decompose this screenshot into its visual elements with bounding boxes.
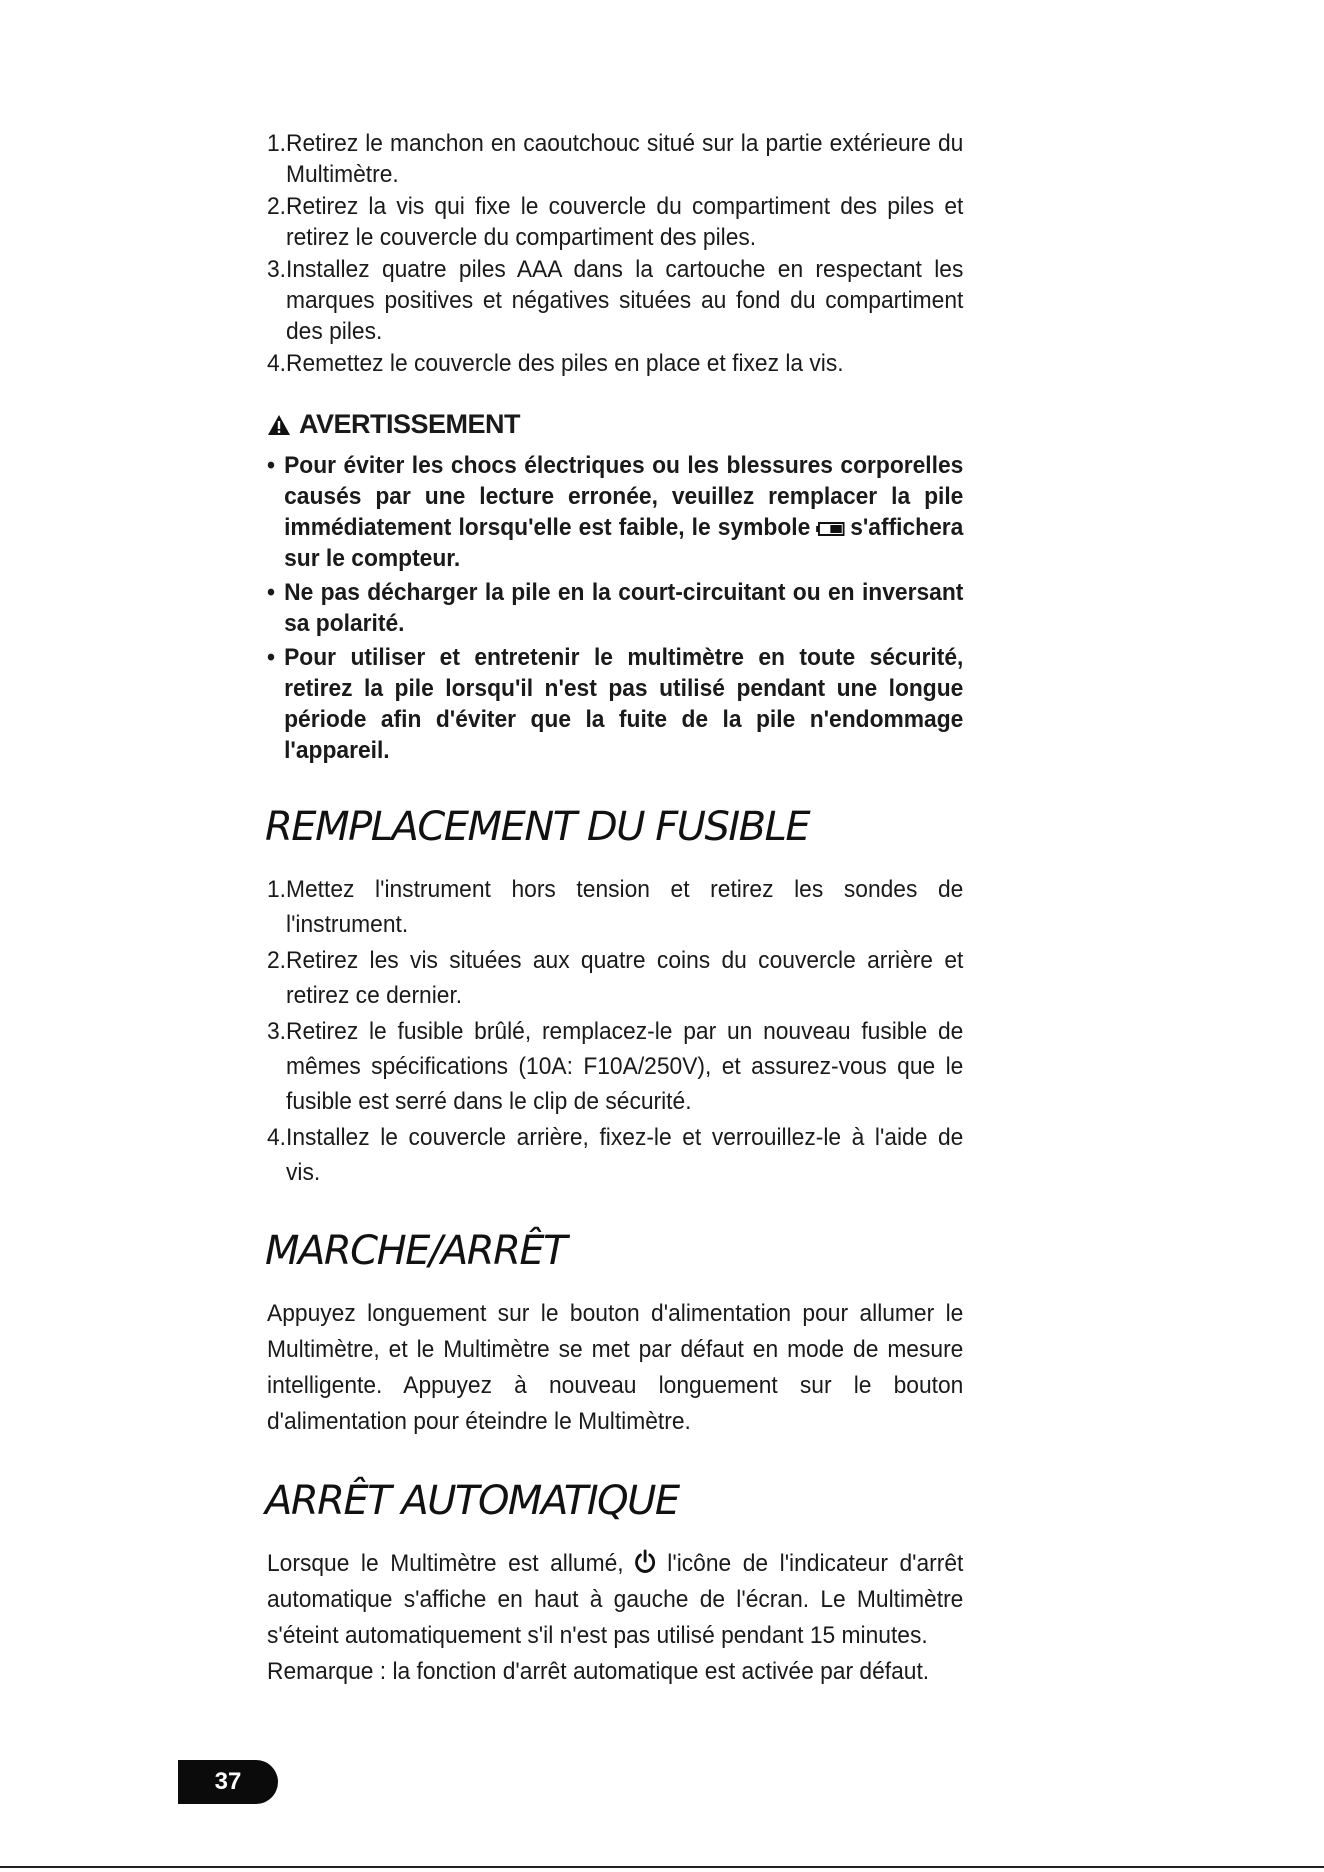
list-item xyxy=(267,1014,963,1119)
step-number: 4. xyxy=(267,350,287,377)
list-item xyxy=(267,254,963,347)
warning-triangle-icon xyxy=(267,414,291,436)
list-item xyxy=(267,348,963,379)
warning-text: Ne pas décharger la pile en la court-circuitant ou en inversant sa polarité. xyxy=(284,579,964,637)
power-paragraph: Appuyez longuement sur le bouton d'alimentation pour allumer le Multimètre, et le Multimètre se met par défaut en mode de mesure intelligente. Appuyez à nouveau longuement sur le bouton d'alimentation pour éteindre le Multimètre. xyxy=(267,1300,964,1435)
step-text: Retirez la vis qui fixe le couvercle du compartiment des piles et retirez le couvercle du compartiment des piles. xyxy=(286,193,964,251)
list-item: • Ne pas décharger la pile en la court-circuitant ou en inversant sa polarité. xyxy=(267,579,964,637)
page-number: 37 xyxy=(214,1768,242,1795)
warning-title: AVERTISSEMENT xyxy=(299,409,521,439)
step-text: Installez le couvercle arrière, fixez-le et verrouillez-le à l'aide de vis. xyxy=(286,1124,964,1186)
battery-steps-list xyxy=(267,128,1000,379)
step-number: 4. xyxy=(267,1124,287,1151)
fuse-steps-list xyxy=(267,872,1000,1190)
auto-off-note: Remarque : la fonction d'arrêt automatique est activée par défaut. xyxy=(267,1658,930,1685)
step-text: Retirez les vis situées aux quatre coins du couvercle arrière et retirez ce dernier. xyxy=(286,947,964,1009)
warning-list xyxy=(267,450,1000,766)
section-title-auto-off: ARRÊT AUTOMATIQUE xyxy=(265,1478,679,1524)
step-text: Retirez le manchon en caoutchouc situé sur la partie extérieure du Multimètre. xyxy=(286,130,964,188)
auto-off-text: Lorsque le Multimètre est allumé, xyxy=(267,1550,624,1577)
warning-heading xyxy=(267,409,1000,440)
list-item xyxy=(267,128,963,190)
step-number: 3. xyxy=(267,256,287,283)
step-text: Retirez le fusible brûlé, remplacez-le par un nouveau fusible de mêmes spécifications (10A: F10A/250V), et assurez-vous que le fusible est serré dans le clip de sécurité. xyxy=(286,1018,964,1115)
page-content xyxy=(267,128,1000,1690)
step-number: 3. xyxy=(267,1018,287,1045)
step-text: Remettez le couvercle des piles en place et fixez la vis. xyxy=(286,350,844,377)
step-number: 2. xyxy=(267,193,287,220)
auto-off-text: l'icône de l'indicateur d'arrêt automatique s'affiche en haut à gauche de l'écran. Le Multimètre s'éteint automatiquement s'il n'est pas utilisé pendant 15 minutes. xyxy=(267,1550,964,1649)
battery-low-icon xyxy=(816,522,845,536)
bottom-divider xyxy=(0,1866,1324,1868)
step-number: 2. xyxy=(267,947,287,974)
power-icon xyxy=(633,1549,658,1575)
section-title-power: MARCHE/ARRÊT xyxy=(265,1228,567,1274)
warning-text: Pour utiliser et entretenir le multimètre en toute sécurité, retirez la pile lorsqu'il n'est pas utilisé pendant une longue période afin d'éviter que la fuite de la pile n'endommage l'appareil. xyxy=(284,644,964,764)
auto-off-paragraph xyxy=(267,1546,963,1690)
list-item xyxy=(267,1120,963,1190)
list-item: • Pour utiliser et entretenir le multimètre en toute sécurité, retirez la pile lorsqu'il n'est pas utilisé pendant une longue période afin d'éviter que la fuite de la pile n'endommage l'appareil. xyxy=(267,644,964,764)
section-title-fuse: REMPLACEMENT DU FUSIBLE xyxy=(265,804,810,850)
step-text: Mettez l'instrument hors tension et retirez les sondes de l'instrument. xyxy=(286,876,964,938)
list-item xyxy=(267,943,963,1013)
list-item: • Pour éviter les chocs électriques ou les blessures corporelles causés par une lecture erronée, veuillez remplacer la pile immédiatement lorsqu'elle est faible, le symbole s'affichera sur le compteur. xyxy=(267,452,964,572)
step-number: 1. xyxy=(267,130,287,157)
step-text: Installez quatre piles AAA dans la cartouche en respectant les marques positives et négatives situées au fond du compartiment des piles. xyxy=(286,256,964,345)
step-number: 1. xyxy=(267,876,287,903)
list-item xyxy=(267,191,963,253)
warning-text: s'affichera sur le compteur. xyxy=(284,514,964,572)
list-item xyxy=(267,872,963,942)
page-number-badge xyxy=(178,1760,278,1804)
warning-text: Pour éviter les chocs électriques ou les blessures corporelles causés par une lecture erronée, veuillez remplacer la pile immédiatement lorsqu'elle est faible, le symbole xyxy=(284,452,964,541)
